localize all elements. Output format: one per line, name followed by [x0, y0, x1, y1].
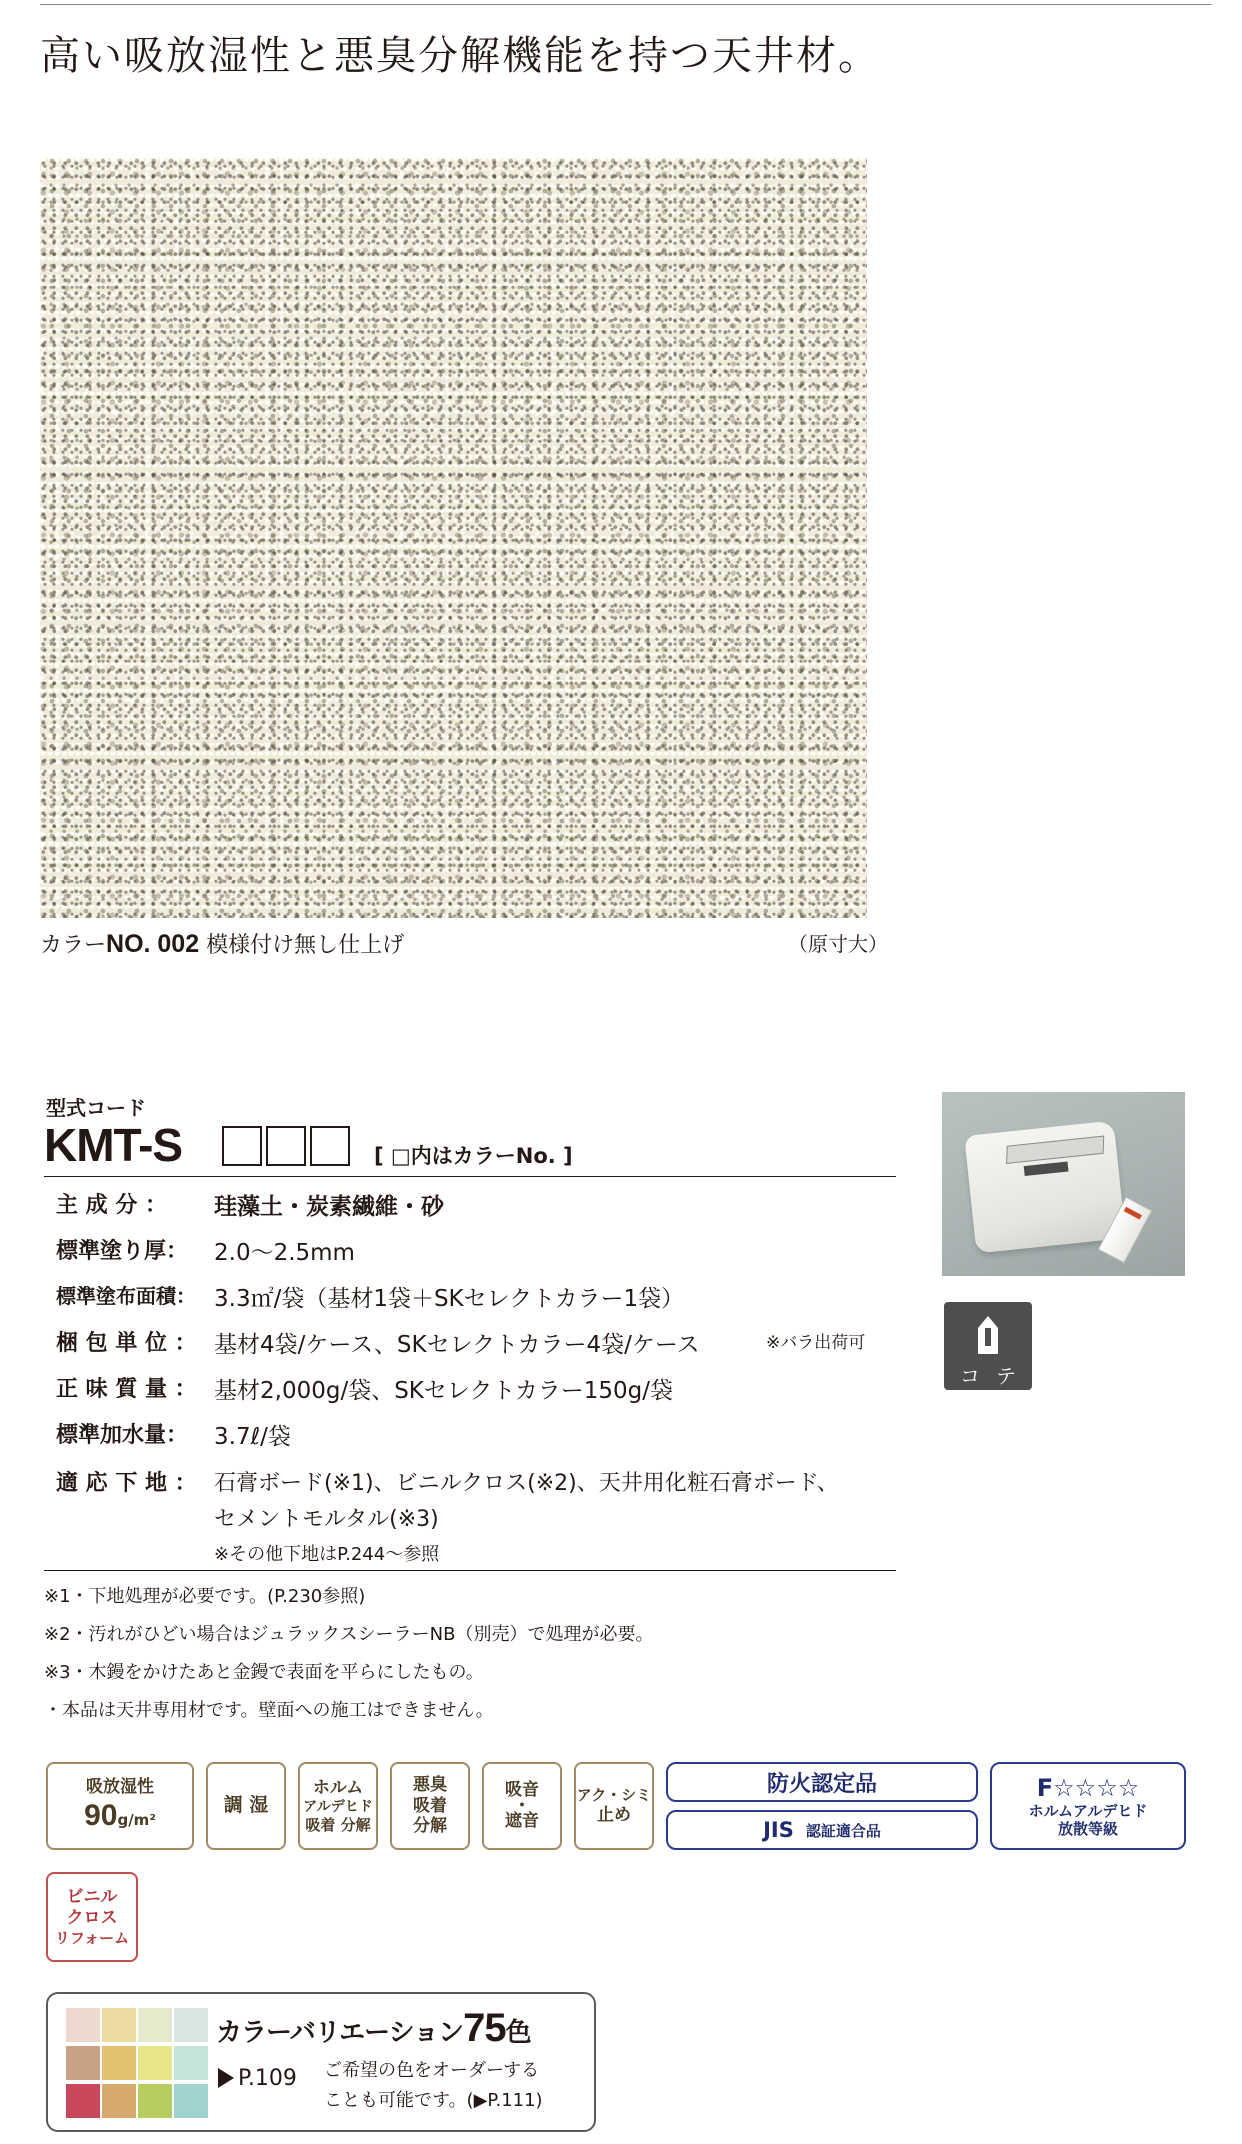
- spec-label: 正 味 質 量 ：: [56, 1377, 197, 1402]
- caption-suffix: 模様付け無し仕上げ: [206, 933, 405, 958]
- stain-block-tag: [574, 1762, 654, 1850]
- color-number: NO. 002: [106, 930, 200, 958]
- bag-marking: [1024, 1162, 1069, 1177]
- color-variation-panel: [46, 1992, 596, 2132]
- f-star-rating: F☆☆☆☆: [1036, 1773, 1140, 1802]
- formaldehyde-tag: [298, 1762, 378, 1850]
- f-star-line3: 放散等級: [1057, 1820, 1118, 1839]
- color-chip: [174, 2046, 208, 2080]
- tag-line: ホルム: [312, 1777, 364, 1798]
- tag-line: ・: [513, 1795, 531, 1816]
- color-chip: [138, 2046, 172, 2080]
- color-code-box-1: [222, 1126, 262, 1166]
- cv-note-line1: ご希望の色をオーダーする: [324, 2060, 540, 2081]
- footnote: ※1・下地処理が必要です。(P.230参照): [44, 1586, 366, 1607]
- spec-value: 3.7ℓ/袋: [214, 1424, 291, 1450]
- spec-label: 標準加水量：: [56, 1423, 189, 1448]
- humidity-unit: g/m²: [117, 1811, 156, 1830]
- spec-value-cont: セメントモルタル(※3): [214, 1507, 439, 1532]
- sample-caption: [40, 928, 404, 959]
- trowel-shape: [974, 1314, 1002, 1356]
- f-star-line2: ホルムアルデヒド: [1028, 1802, 1148, 1821]
- fire-cert-label: 防火認定品: [766, 1771, 877, 1797]
- trowel-icon: [944, 1302, 1032, 1390]
- tag-line: リフォーム: [54, 1928, 130, 1947]
- spec-label: 標準塗り厚：: [56, 1239, 189, 1264]
- color-code-box-2: [266, 1126, 306, 1166]
- spec-value: 基材4袋/ケース、SKセレクトカラー4袋/ケース: [214, 1332, 700, 1358]
- texture-sample-image: [40, 158, 867, 918]
- spec-value: 石膏ボード(※1)、ビニルクロス(※2)、天井用化粧石膏ボード、: [214, 1471, 839, 1496]
- jis-badge: [666, 1810, 978, 1850]
- humidity-control-tag: [206, 1762, 286, 1850]
- product-photo: [942, 1092, 1185, 1276]
- tag-line: 遮音: [505, 1811, 539, 1832]
- spec-top-rule: [44, 1176, 896, 1177]
- tag-line: クロス: [66, 1907, 118, 1928]
- model-code-note: [ □内はカラーNo. ]: [374, 1144, 573, 1168]
- spec-label: 主 成 分 ：: [56, 1193, 167, 1218]
- spec-value: 3.3㎡/袋（基材1袋＋SKセレクトカラー1袋）: [214, 1286, 685, 1312]
- footnote: ※3・木鏝をかけたあと金鏝で表面を平らにしたもの。: [44, 1662, 484, 1683]
- fire-cert-badge: [666, 1762, 978, 1802]
- tag-line: ビニル: [66, 1887, 118, 1908]
- arrow-right-icon: [218, 2068, 234, 2088]
- cv-title-suffix: 色: [505, 2018, 531, 2048]
- spec-value: 基材2,000g/袋、SKセレクトカラー150g/袋: [214, 1378, 673, 1404]
- color-chip: [102, 2046, 136, 2080]
- jis-note: 認証適合品: [805, 1821, 881, 1840]
- color-chip: [66, 2084, 100, 2118]
- color-chip: [66, 2046, 100, 2080]
- spec-subnote: ※その他下地はP.244〜参照: [214, 1544, 440, 1565]
- bag-label-strip: [1006, 1136, 1104, 1164]
- footnote: ・本品は天井専用材です。壁面への施工はできません。: [44, 1700, 494, 1721]
- humidity-tag: [46, 1762, 194, 1850]
- cv-count: 75: [463, 2006, 506, 2050]
- top-rule: [40, 4, 1212, 5]
- spec-label: 標準塗布面積：: [56, 1284, 196, 1308]
- spec-bottom-rule: [44, 1570, 896, 1571]
- tag-line: アルデヒド: [303, 1798, 373, 1815]
- humidity-value-row: [84, 1798, 156, 1835]
- tag-line: 吸着: [413, 1795, 447, 1816]
- model-code: KMT-S: [44, 1119, 183, 1171]
- color-chip: [138, 2084, 172, 2118]
- model-code-label: 型式コード: [46, 1096, 146, 1120]
- caption-prefix: カラー: [40, 933, 107, 958]
- product-bag: [964, 1120, 1126, 1253]
- tag-line: 止め: [597, 1804, 631, 1825]
- pack-stripe: [1124, 1207, 1142, 1220]
- color-chip: [174, 2008, 208, 2042]
- cv-title-prefix: カラーバリエーション: [216, 2018, 464, 2048]
- color-code-box-3: [310, 1126, 350, 1166]
- trowel-label: コテ: [960, 1364, 1032, 1388]
- humidity-value: 90: [84, 1799, 118, 1833]
- color-chip: [102, 2084, 136, 2118]
- tag-line: 吸着 分解: [305, 1815, 371, 1834]
- sound-tag: [482, 1762, 562, 1850]
- tag-line: アク・シミ: [576, 1786, 652, 1805]
- color-page-ref: P.109: [238, 2066, 297, 2091]
- tag-line: 吸音: [505, 1780, 539, 1801]
- vinyl-reform-tag: [46, 1872, 138, 1962]
- color-variation-title: [216, 2006, 531, 2051]
- color-page-link[interactable]: [218, 2066, 297, 2091]
- spec-value: 珪藻土・炭素繊維・砂: [214, 1194, 444, 1220]
- color-chip: [174, 2084, 208, 2118]
- spec-note: ※バラ出荷可: [766, 1333, 866, 1353]
- color-chip: [66, 2008, 100, 2042]
- color-chip: [102, 2008, 136, 2042]
- odor-tag: [390, 1762, 470, 1850]
- humidity-label: 吸放湿性: [86, 1777, 154, 1798]
- f-star-badge: [990, 1762, 1186, 1850]
- page-headline: 高い吸放湿性と悪臭分解機能を持つ天井材。: [40, 33, 880, 79]
- tag-line: 悪臭: [413, 1774, 447, 1795]
- humidity-control-label: 調 湿: [223, 1794, 269, 1817]
- spec-value: 2.0〜2.5mm: [214, 1240, 355, 1266]
- color-chip: [138, 2008, 172, 2042]
- spec-label: 適 応 下 地 ：: [56, 1471, 197, 1496]
- scale-note: （原寸大）: [788, 932, 888, 956]
- jis-label: JIS: [763, 1818, 794, 1842]
- tag-line: 分解: [413, 1816, 447, 1837]
- spec-label: 梱 包 単 位 ：: [56, 1331, 197, 1356]
- cv-note-line2: ことも可能です。(▶P.111): [324, 2090, 543, 2111]
- footnote: ※2・汚れがひどい場合はジュラックスシーラーNB（別売）で処理が必要。: [44, 1624, 654, 1645]
